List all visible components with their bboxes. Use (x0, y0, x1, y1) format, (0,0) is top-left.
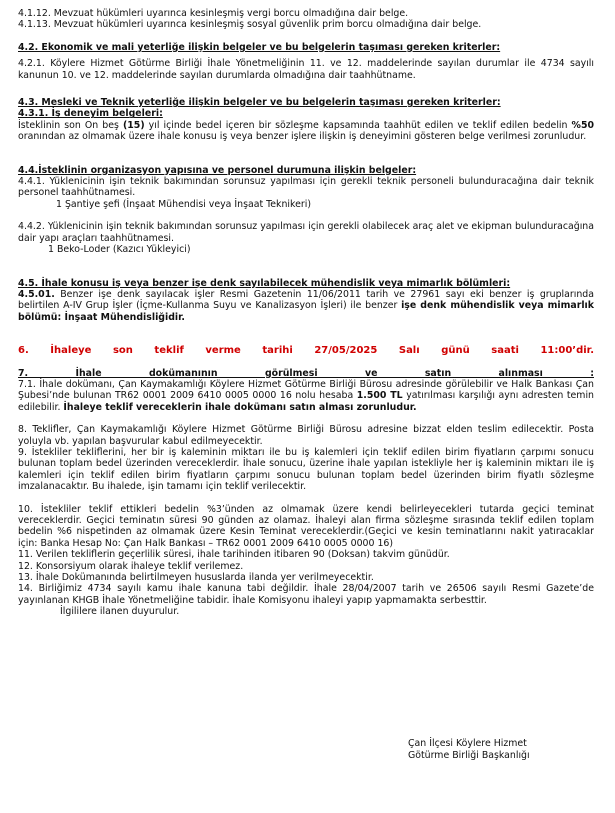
item-14: 14. Birliğimiz 4734 sayılı kamu ihale kanuna tabi değildir. İhale 28/04/2007 tarih ve 26506 sayılı Resmi Gazete’de yayınlanan KHGB İhale Yönetmeliğine tabidir. İhale Komisyonu ihaleyi yapıp yapmamakta serbesttir. (18, 583, 594, 606)
item-7-1: 7.1. İhale dokümanı, Çan Kaymakamlığı Köylere Hizmet Götürme Birliği Bürosu adresinde görülebilir ve Halk Bankası Çan Şubesi’nde bulunan TR62 0001 2009 6410 0005 0000 16 nolu hesaba 1.500 TL yatırılması karşılığı aynı adresten temin edilebilir. İhaleye teklif vereceklerin ihale dokümanı satın alması zorunludur. (18, 378, 594, 413)
signature-line-1: Çan İlçesi Köylere Hizmet (408, 738, 527, 749)
item-4-1-13: 4.1.13. Mevzuat hükümleri uyarınca kesinleşmiş sosyal güvenlik prim borcu olmadığına dair belge. (18, 19, 482, 31)
item-4-4-2: 4.4.2. Yüklenicinin işin teknik bakımından sorunsuz yapılması için gerekli olabilecek araç alet ve ekipman bulunduracağına dair yapı araçları taahhütnamesi. (18, 221, 594, 244)
item-4-4-2-equipment: 1 Beko-Loder (Kazıcı Yükleyici) (48, 244, 191, 256)
deadline-line: 6. İhaleye son teklif verme tarihi 27/05/2025 Salı günü saati 11:00’dir. (18, 345, 594, 357)
document-body (18, 8, 594, 618)
item-4-5-01: 4.5.01. Benzer işe denk sayılacak işler Resmi Gazetenin 11/06/2011 tarih ve 27961 sayı eki benzer iş gruplarında belirtilen A-IV Grup İşler (İçme-Kullanma Suyu ve Kanalizasyon İşleri) ile benzer işe denk mühendislik veya mimarlık bölümü: İnşaat Mühendisliğidir. (18, 288, 594, 323)
item-4-4-1: 4.4.1. Yüklenicinin işin teknik bakımından sorunsuz yapılması için gerekli teknik personeli bulunduracağına dair teknik personel taahhütnamesi. (18, 176, 594, 199)
item-9: 9. İstekliler tekliflerini, her bir iş kaleminin miktarı ile bu iş kalemleri için teklif edilen birim fiyatların çarpımı sonucu bulunan toplam bedel üzerinden vereceklerdir. İhale sonucu, üzerine ihale yapılan istekliyle her iş kaleminin miktarı ile iş kalemleri için teklif edilen birim fiyatların çarpımı sonucu bulunan toplam bedel üzerinden birim fiyatlı sözleşme imzalanacaktır. Bu ihalede, işin tamamı için teklif verilecektir. (18, 446, 594, 493)
item-8: 8. Teklifler, Çan Kaymakamlığı Köylere Hizmet Götürme Birliği Bürosu adresine bizzat elden teslim edilecektir. Posta yoluyla vb. yapılan başvurular kabul edilmeyecektir. (18, 424, 594, 447)
item-4-2-1: 4.2.1. Köylere Hizmet Götürme Birliği İhale Yönetmeliğinin 11. ve 12. maddelerinde sayılan durumlar ile 4734 sayılı kanunun 10. ve 12. maddelerinde sayılan durumlarda olmadığına dair taahhütname. (18, 58, 594, 81)
item-4-1-12: 4.1.12. Mevzuat hükümleri uyarınca kesinleşmiş vergi borcu olmadığına dair belge. (18, 8, 409, 19)
item-11: 11. Verilen tekliflerin geçerlilik süresi, ihale tarihinden itibaren 90 (Doksan) takvim günüdür. (18, 549, 450, 561)
heading-4-2: 4.2. Ekonomik ve mali yeterliğe ilişkin belgeler ve bu belgelerin taşıması gereken kriterler: (18, 41, 501, 53)
item-4-3-1: İsteklinin son On beş (15) yıl içinde bedel içeren bir sözleşme kapsamında taahhüt edilen ve teklif edilen bedelin %50 oranından az olmamak üzere ihale konusu iş veya benzer işlere ilişkin iş deneyimini gösteren belge verilmesi zorunludur. (18, 119, 594, 143)
heading-4-5: 4.5. İhale konusu iş veya benzer işe denk sayılabilecek mühendislik veya mimarlık bölümleri: (18, 277, 511, 289)
item-10: 10. İstekliler teklif ettikleri bedelin %3’ünden az olmamak üzere kendi belirleyecekleri tutarda geçici teminat vereceklerdir. Geçici teminatın süresi 90 günden az olamaz. İhaleyi alan firma sözleşme sırasında teklif edilen toplam bedelin %6 nispetinden az olmamak üzere Kesin Teminat vereceklerdir.(Geçici ve kesin teminatlarını nakit yatıracaklar için: Banka Hesap No: Çan Halk Bankası – TR62 0001 2009 6410 0005 0000 16) (18, 503, 594, 549)
signature-block (408, 738, 530, 762)
signature-line-2: Götürme Birliği Başkanlığı (408, 750, 530, 761)
item-12: 12. Konsorsiyum olarak ihaleye teklif verilemez. (18, 560, 244, 572)
heading-4-3: 4.3. Mesleki ve Teknik yeterliğe ilişkin belgeler ve bu belgelerin taşıması gereken kriterler: (18, 97, 501, 109)
heading-4-3-1: 4.3.1. İş deneyim belgeleri: (18, 108, 163, 120)
item-4-4-1-personnel: 1 Şantiye şefi (İnşaat Mühendisi veya İnşaat Teknikeri) (56, 198, 311, 210)
item-13: 13. İhale Dokümanında belirtilmeyen hususlarda ilanda yer verilmeyecektir. (18, 572, 374, 584)
heading-4-4: 4.4.İsteklinin organizasyon yapısına ve personel durumuna ilişkin belgeler: (18, 164, 417, 176)
heading-7: 7. İhale dokümanının görülmesi ve satın alınması : (18, 367, 594, 379)
closing-line: İlgililere ilanen duyurulur. (60, 606, 180, 618)
